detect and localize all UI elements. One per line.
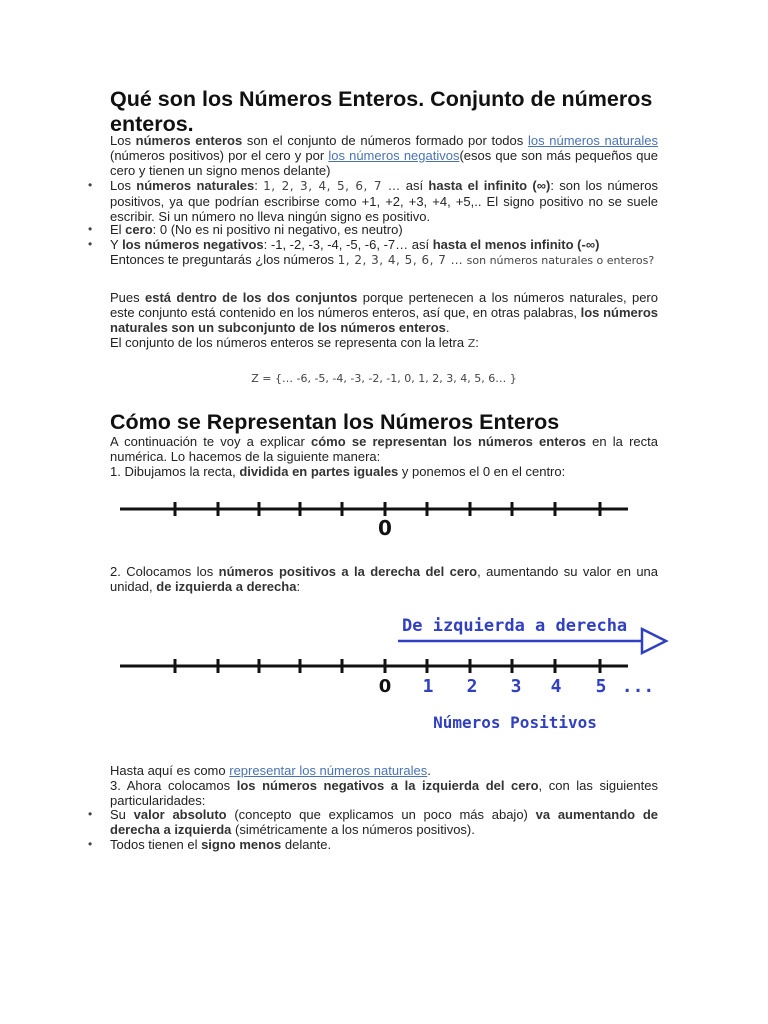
text: Todos tienen el: [110, 837, 202, 852]
bullet-negativos: [88, 237, 658, 252]
letter-z-paragraph: [110, 335, 658, 351]
page-title: Qué son los Números Enteros. Conjunto de números enteros.: [110, 87, 653, 136]
bold-text: signo menos: [201, 837, 282, 852]
text: : 0 (No es ni positivo ni negativo, es neutro): [152, 222, 403, 237]
tick-label-5: 5: [595, 676, 607, 697]
tick-label-1: 1: [422, 676, 434, 697]
step-2: [110, 564, 658, 594]
bullet-dot: •: [88, 178, 93, 192]
bullet-cero: [88, 222, 658, 237]
bold-text: los números negativos a la izquierda del cero: [236, 778, 539, 793]
text: Los: [110, 178, 137, 193]
text: : -1, -2, -3, -4, -5, -6, -7… así: [263, 237, 433, 252]
direction-arrow-head: [642, 629, 666, 653]
bold-text: los números negativos: [122, 237, 264, 252]
text: son el conjunto de números formado por todos: [242, 133, 528, 148]
bold-text: cómo se representan los números enteros: [311, 434, 587, 449]
number-sequence: 1, 2, 3, 4, 5, 6, 7 …: [337, 253, 464, 267]
text: 1. Dibujamos la recta,: [110, 464, 240, 479]
text: delante.: [281, 837, 332, 852]
representation-intro: [110, 434, 658, 464]
text: :: [254, 178, 264, 193]
bullet-naturales: [88, 178, 658, 224]
text: El: [110, 222, 126, 237]
text: (números positivos) por el cero y por: [110, 148, 329, 163]
text: Pues: [110, 290, 145, 305]
bold-text: dividida en partes iguales: [239, 464, 399, 479]
text: son números naturales o enteros?: [463, 254, 655, 267]
step-3: [110, 778, 658, 808]
bullet-dot: •: [88, 222, 93, 236]
link-numeros-negativos[interactable]: los números negativos: [328, 148, 460, 163]
text: Hasta aquí es como: [110, 763, 230, 778]
text: 2. Colocamos los: [110, 564, 219, 579]
section-title: Cómo se Representan los Números Enteros: [110, 410, 560, 434]
tick-label-0: 0: [378, 676, 392, 697]
natural-numbers-note: [110, 763, 658, 778]
tick-label-3: 3: [510, 676, 522, 697]
text: : son los números positivos, ya que podrían escribirse como +1, +2, +3, +4, +5,.. El signo positivo no se suele escribir. Si un número no lleva ningún signo es positivo.: [110, 178, 658, 224]
tick-label-4: 4: [550, 676, 562, 697]
bold-text: hasta el infinito (∞): [428, 178, 551, 193]
number-line-1: [110, 495, 658, 545]
arrow-label: De izquierda a derecha: [402, 616, 628, 636]
text: A continuación te voy a explicar: [110, 434, 312, 449]
text: y ponemos el 0 en el centro:: [398, 464, 566, 479]
bullet-signo-menos: [88, 837, 658, 852]
bold-text: números positivos a la derecha del cero: [218, 564, 478, 579]
text: porque pertenecen a los números naturales, pero este conjunto está contenido en los números enteros, así que, en otras palabras,: [110, 290, 658, 320]
text: , aumentando su valor en una unidad,: [110, 564, 659, 594]
text: (simétricamente a los números positivos).: [231, 822, 475, 837]
text: El conjunto de los números enteros se representa con la letra: [110, 335, 468, 350]
text: Su: [110, 807, 134, 822]
bold-text: números naturales: [136, 178, 255, 193]
text: (esos que son más pequeños que cero y tienen un signo menos delante): [110, 148, 658, 178]
text: 3. Ahora colocamos: [110, 778, 237, 793]
link-numeros-naturales[interactable]: los números naturales: [527, 133, 659, 148]
bold-text: los números naturales son un subconjunto de los números enteros: [110, 305, 658, 335]
bold-text: números enteros: [135, 133, 243, 148]
text: Los: [110, 133, 136, 148]
text: Entonces te preguntarás ¿los números: [110, 252, 338, 267]
bold-text: va aumentando de derecha a izquierda: [110, 807, 659, 837]
letter-z: Z: [467, 337, 476, 350]
intro-paragraph: [110, 133, 658, 178]
text: :: [475, 335, 479, 350]
bullet-valor-absoluto: [88, 807, 659, 837]
bullet-dot: •: [88, 807, 93, 821]
text: así: [400, 178, 429, 193]
number-sequence: 1, 2, 3, 4, 5, 6, 7 …: [263, 179, 401, 193]
subset-paragraph: [110, 290, 658, 335]
step-1: [110, 464, 658, 479]
question-line: [110, 252, 658, 268]
bullet-dot: •: [88, 237, 93, 251]
zero-label: 0: [378, 516, 392, 540]
bold-text: está dentro de los dos conjuntos: [145, 290, 358, 305]
text: :: [296, 579, 301, 594]
tick-label-2: 2: [466, 676, 478, 697]
tick-label-ellipsis: ...: [621, 676, 655, 697]
bullet-dot: •: [88, 837, 93, 851]
text: (concepto que explicamos un poco más abajo): [226, 807, 536, 822]
bold-text: hasta el menos infinito (-∞): [432, 237, 600, 252]
text: .: [445, 320, 450, 335]
text: , con las siguientes particularidades:: [110, 778, 658, 808]
text: en la recta numérica. Lo hacemos de la siguiente manera:: [110, 434, 658, 464]
text: .: [427, 763, 431, 778]
link-representar-naturales[interactable]: representar los números naturales: [229, 763, 428, 778]
positive-numbers-caption: Números Positivos: [433, 713, 597, 732]
integer-set-formula: Z = {… -6, -5, -4, -3, -2, -1, 0, 1, 2, 3, 4, 5, 6… }: [251, 372, 517, 385]
text: Y: [110, 237, 123, 252]
bold-text: de izquierda a derecha: [156, 579, 297, 594]
number-line-2: [110, 608, 670, 738]
bold-text: valor absoluto: [133, 807, 227, 822]
bold-text: cero: [125, 222, 153, 237]
